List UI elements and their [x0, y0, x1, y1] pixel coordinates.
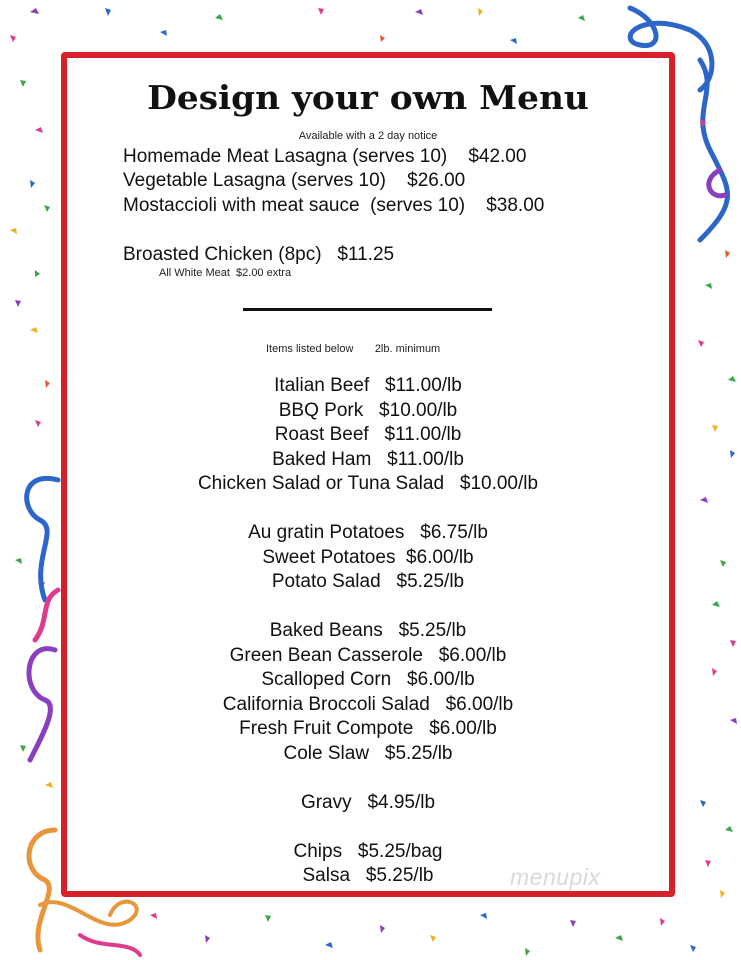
menu-item-baked-ham: Baked Ham $11.00/lb: [272, 448, 464, 470]
menu-item-bbq-pork: BBQ Pork $10.00/lb: [278, 399, 458, 421]
menu-item-baked-beans: Baked Beans $5.25/lb: [269, 620, 467, 641]
entree-vegetable-lasagna: Vegetable Lasagna (serves 10) $26.00: [123, 170, 466, 191]
menu-item-roast-beef: Roast Beef $11.00/lb: [274, 424, 462, 445]
menu-item-italian-beef: Italian Beef $11.00/lb: [274, 375, 462, 396]
entree-broasted-chicken: Broasted Chicken (8pc) $11.25: [123, 244, 395, 265]
menu-item-chicken-tuna-salad: Chicken Salad or Tuna Salad $10.00/lb: [197, 473, 539, 494]
menu-item-potato-salad: Potato Salad $5.25/lb: [271, 571, 465, 592]
menu-item-fruit-compote: Fresh Fruit Compote $6.00/lb: [239, 718, 497, 739]
minimum-note: Items listed below 2lb. minimum: [266, 343, 441, 355]
entree-meat-lasagna: Homemade Meat Lasagna (serves 10) $42.00: [123, 146, 527, 167]
menupix-watermark: menupix: [510, 864, 601, 890]
menu-item-scalloped-corn: Scalloped Corn $6.00/lb: [261, 669, 475, 690]
menu-item-au-gratin: Au gratin Potatoes $6.75/lb: [248, 522, 488, 543]
menu-item-salsa: Salsa $5.25/lb: [302, 865, 434, 886]
menu-item-chips: Chips $5.25/bag: [293, 840, 443, 862]
streamer-left: [27, 478, 58, 950]
menu-title: Design your own Menu: [147, 78, 589, 117]
entree-mostaccioli: Mostaccioli with meat sauce (serves 10) $38.00: [123, 195, 545, 216]
menu-item-green-bean-casserole: Green Bean Casserole $6.00/lb: [229, 644, 507, 666]
menu-item-broccoli-salad: California Broccoli Salad $6.00/lb: [222, 693, 514, 715]
per-pound-items: [67, 374, 669, 889]
menu-item-gravy: Gravy $4.95/lb: [300, 791, 436, 813]
menu-item-sweet-potatoes: Sweet Potatoes $6.00/lb: [262, 546, 474, 568]
menu-card: [61, 52, 675, 897]
white-meat-note: All White Meat $2.00 extra: [159, 267, 292, 279]
menu-item-cole-slaw: Cole Slaw $5.25/lb: [283, 742, 453, 764]
streamer-bottom: [40, 902, 140, 955]
section-divider: [243, 308, 492, 311]
advance-notice: Available with a 2 day notice: [298, 130, 438, 142]
